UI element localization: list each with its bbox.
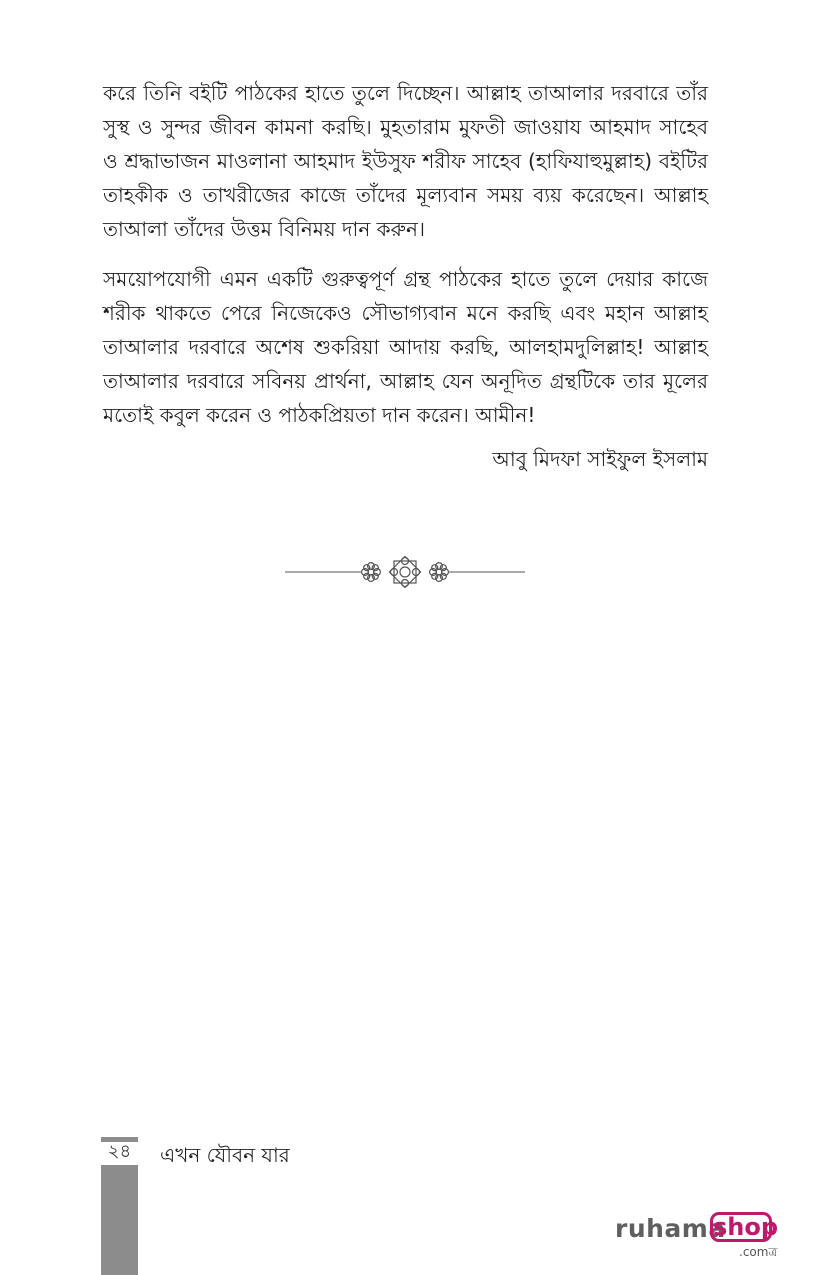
brand-domain: .comত্র [739,1245,778,1259]
main-text [103,76,708,476]
brand-logo [615,1212,785,1262]
paragraph-1: করে তিনি বইটি পাঠকের হাতে তুলে দিচ্ছেন। আল্লাহ তাআলার দরবারে তাঁর সুস্থ ও সুন্দর জীবন কামনা করছি। মুহতারাম মুফতী জাওয়ায আহমাদ সাহেব ও শ্রদ্ধাভাজন মাওলানা আহমাদ ইউসুফ শরীফ সাহেব (হাফিযাহুমুল্লাহ) বইটির তাহকীক ও তাখরীজের কাজে তাঁদের মূল্যবান সময় ব্যয় করেছেন। আল্লাহ তাআলা তাঁদের উত্তম বিনিময় দান করুন। [103,81,708,241]
paragraph-2: সময়োপযোগী এমন একটি গুরুত্বপূর্ণ গ্রন্থ পাঠকের হাতে তুলে দেয়ার কাজে শরীক থাকতে পেরে নিজেকেও সৌভাগ্যবান মনে করছি এবং মহান আল্লাহ তাআলার দরবারে অশেষ শুকরিয়া আদায় করছি, আলহামদুলিল্লাহ! আল্লাহ তাআলার দরবারে সবিনয় প্রার্থনা, আল্লাহ যেন অনূদিত গ্রন্থটিকে তার মূলের মতোই কবুল করেন ও পাঠকপ্রিয়তা দান করেন। আমীন! [103,267,708,427]
page-number: ২৪ [107,1141,132,1162]
brand-word: ruhama [615,1214,726,1243]
brand-badge-text: shop [713,1213,779,1241]
divider-ornament-icon [285,552,525,592]
author-signature: আবু মিদফা সাইফুল ইসলাম [492,447,708,471]
footer-bar-block [101,1165,138,1275]
running-title: এখন যৌবন যার [160,1143,290,1167]
